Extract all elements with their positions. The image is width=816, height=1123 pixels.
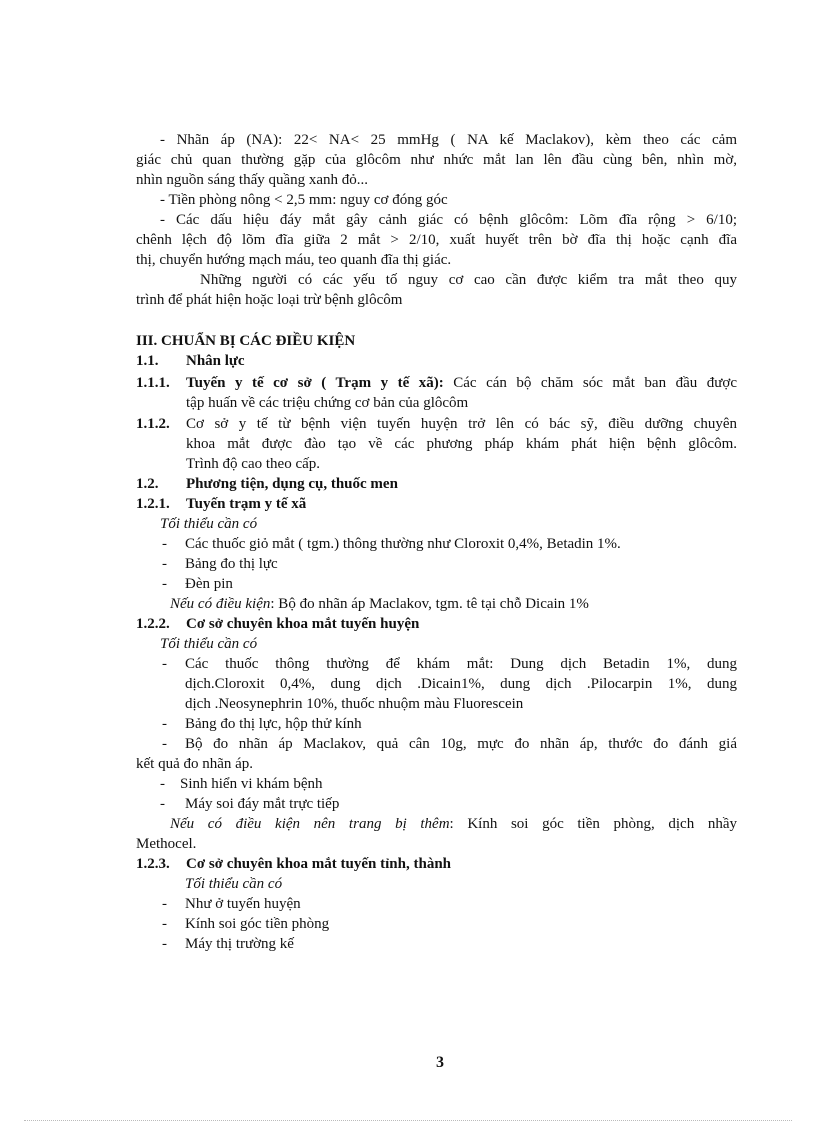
- list-bullet: -: [162, 556, 167, 572]
- section-number: 1.1.: [136, 353, 159, 369]
- conditional-label: Nếu có điều kiện nên trang bị thêm: [170, 816, 450, 832]
- paragraph-line: - Nhãn áp (NA): 22< NA< 25 mmHg ( NA kế Maclakov), kèm theo các cảm: [160, 132, 737, 148]
- minimum-label: Tối thiểu cần có: [185, 876, 283, 892]
- paragraph-line: thị, chuyển hướng mạch máu, teo quanh đĩa thị giác.: [136, 252, 452, 268]
- paragraph-line: trình để phát hiện hoặc loại trừ bệnh glôcôm: [136, 292, 403, 308]
- list-item: Máy thị trường kế: [185, 936, 294, 952]
- paragraph-line: nhìn nguồn sáng thấy quầng xanh đỏ...: [136, 172, 369, 188]
- list-bullet: -: [160, 796, 165, 812]
- list-item: Bộ đo nhãn áp Maclakov, quả cân 10g, mực đo nhãn áp, thước đo đánh giá: [185, 736, 737, 752]
- conditional-label: Nếu có điều kiện: [170, 596, 271, 612]
- paragraph-line: chênh lệch độ lõm đĩa giữa 2 mắt > 2/10, xuất huyết trên bờ đĩa thị hoặc cạnh đĩa: [136, 232, 737, 248]
- section-number: 1.2.1.: [136, 496, 170, 512]
- section-number: 1.2.: [136, 476, 159, 492]
- conditional-line: Methocel.: [136, 836, 197, 852]
- section-title: Tuyến trạm y tế xã: [186, 496, 307, 512]
- page-number: 3: [436, 1054, 444, 1071]
- list-bullet: -: [162, 736, 167, 752]
- paragraph-line: - Các dấu hiệu đáy mắt gây cảnh giác có bệnh glôcôm: Lõm đĩa rộng > 6/10;: [160, 212, 737, 228]
- list-bullet: -: [162, 576, 167, 592]
- section-number: 1.2.3.: [136, 856, 170, 872]
- list-item: dịch .Neosynephrin 10%, thuốc nhuộm màu Fluorescein: [185, 696, 524, 712]
- list-bullet: -: [162, 716, 167, 732]
- section-text: Các cán bộ chăm sóc mắt ban đầu được: [443, 375, 737, 391]
- list-item: Như ở tuyến huyện: [185, 896, 301, 912]
- paragraph-line: Những người có các yếu tố nguy cơ cao cần được kiểm tra mắt theo quy: [200, 272, 737, 288]
- paragraph-line: giác chủ quan thường gặp của glôcôm như nhức mắt lan lên đầu cùng bên, nhìn mờ,: [136, 152, 737, 168]
- section-line: tập huấn về các triệu chứng cơ bản của glôcôm: [186, 395, 469, 411]
- list-bullet: -: [162, 536, 167, 552]
- section-line: [186, 373, 737, 393]
- paragraph-line: - Tiền phòng nông < 2,5 mm: nguy cơ đóng góc: [160, 192, 448, 208]
- list-item: Kính soi góc tiền phòng: [185, 916, 330, 932]
- conditional-text: : Bộ đo nhãn áp Maclakov, tgm. tê tại chỗ Dicain 1%: [270, 596, 589, 612]
- list-item: Các thuốc giỏ mắt ( tgm.) thông thường như Cloroxit 0,4%, Betadin 1%.: [185, 536, 621, 552]
- conditional-line: [170, 814, 737, 834]
- section-number: 1.1.1.: [136, 375, 170, 391]
- list-item: dịch.Cloroxit 0,4%, dung dịch .Dicain1%, dung dịch .Pilocarpin 1%, dung: [185, 676, 737, 692]
- section-heading: III. CHUẨN BỊ CÁC ĐIỀU KIỆN: [136, 333, 356, 349]
- list-item: Các thuốc thông thường để khám mắt: Dung dịch Betadin 1%, dung: [185, 656, 737, 672]
- list-item: Bảng đo thị lực, hộp thử kính: [185, 716, 362, 732]
- list-bullet: -: [162, 936, 167, 952]
- minimum-label: Tối thiểu cần có: [160, 636, 258, 652]
- list-bullet: -: [162, 896, 167, 912]
- list-item: Sinh hiển vi khám bệnh: [180, 776, 323, 792]
- section-title: Nhân lực: [186, 353, 245, 369]
- section-title: Tuyến y tế cơ sở ( Trạm y tế xã):: [186, 375, 444, 391]
- conditional-line: [170, 594, 589, 614]
- list-item: Máy soi đáy mắt trực tiếp: [185, 796, 340, 812]
- section-number: 1.1.2.: [136, 416, 170, 432]
- section-line: khoa mắt được đào tạo về các phương pháp khám phát hiện bệnh glôcôm.: [186, 436, 737, 452]
- list-bullet: -: [162, 916, 167, 932]
- list-bullet: -: [162, 656, 167, 672]
- list-bullet: -: [160, 776, 165, 792]
- section-title: Phương tiện, dụng cụ, thuốc men: [186, 476, 398, 492]
- page-bottom-edge: [24, 1120, 792, 1121]
- list-item: kết quả đo nhãn áp.: [136, 756, 254, 772]
- section-title: Cơ sở chuyên khoa mắt tuyến huyện: [186, 616, 420, 632]
- section-line: Cơ sở y tế từ bệnh viện tuyến huyện trở lên có bác sỹ, điều dưỡng chuyên: [186, 416, 737, 432]
- conditional-text: : Kính soi góc tiền phòng, dịch nhầy: [449, 816, 737, 832]
- minimum-label: Tối thiểu cần có: [160, 516, 258, 532]
- list-item: Đèn pin: [185, 576, 233, 592]
- section-number: 1.2.2.: [136, 616, 170, 632]
- section-title: Cơ sở chuyên khoa mắt tuyến tỉnh, thành: [186, 856, 452, 872]
- list-item: Bảng đo thị lực: [185, 556, 278, 572]
- section-line: Trình độ cao theo cấp.: [186, 456, 321, 472]
